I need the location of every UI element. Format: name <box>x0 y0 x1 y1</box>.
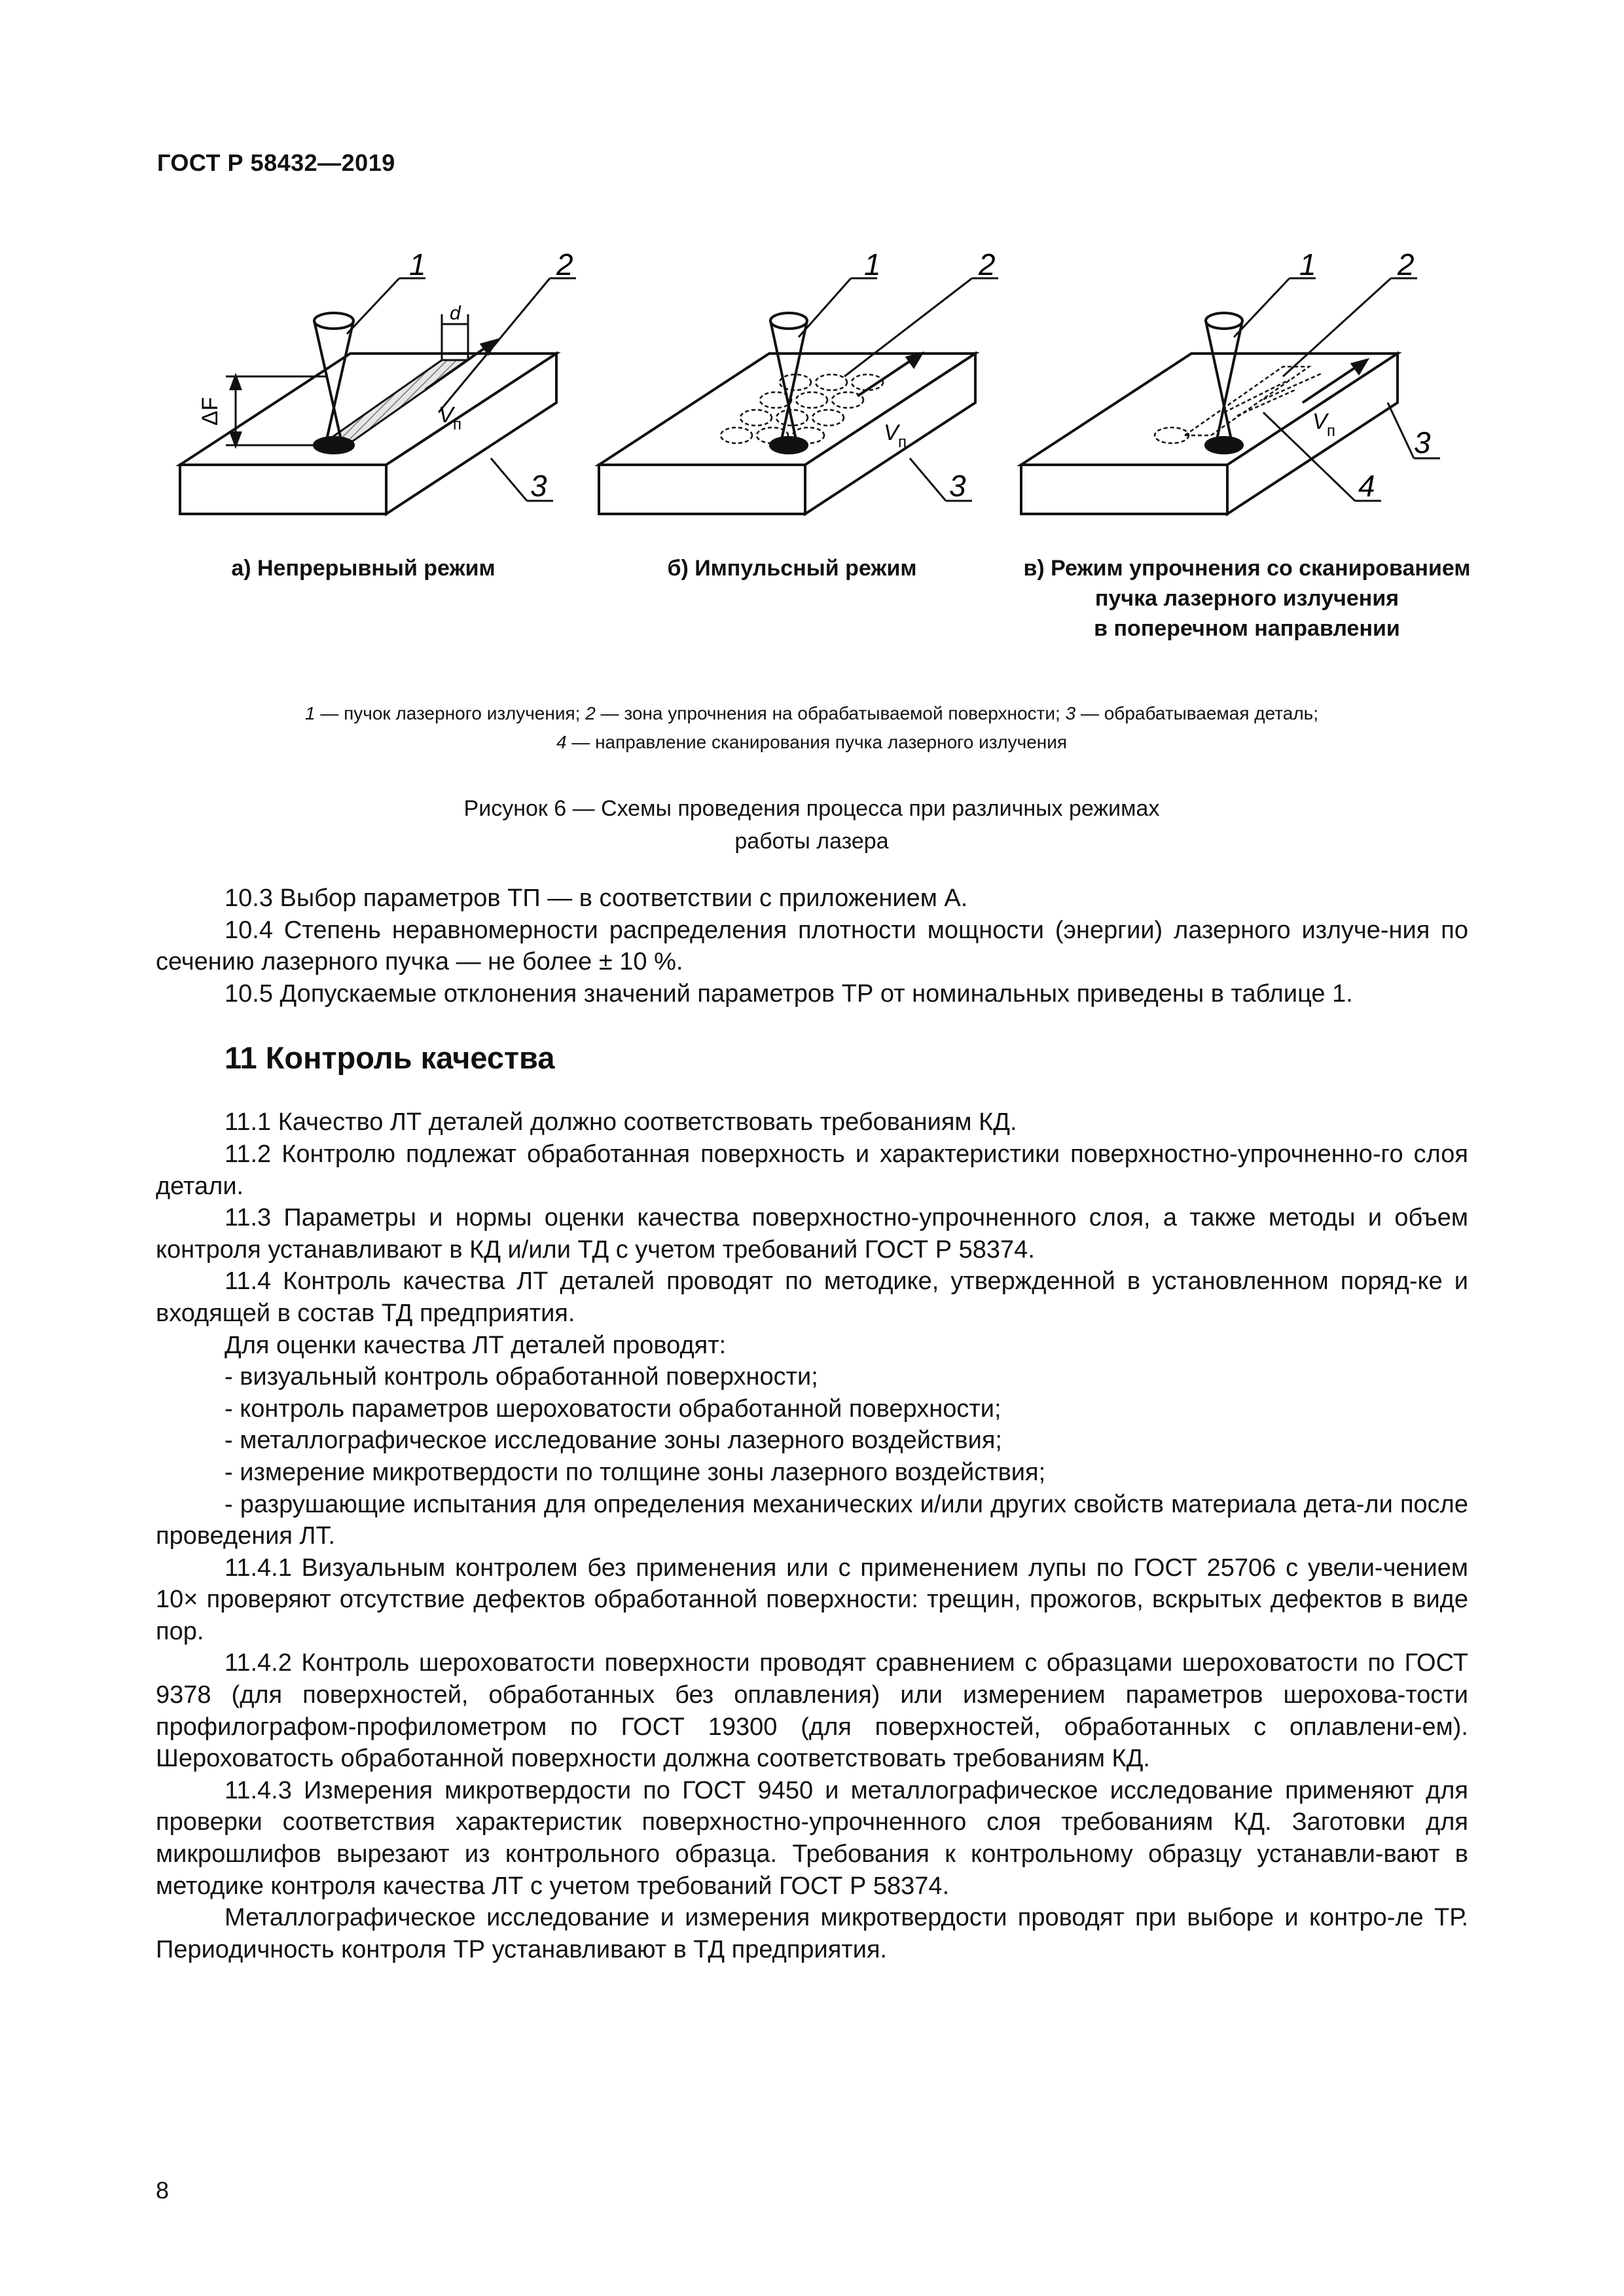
caption-a: а) Непрерывный режим <box>231 556 496 581</box>
label-3a: 3 <box>530 469 547 503</box>
paragraph-10-4: 10.4 Степень неравномерности распределения плотности мощности (энергии) лазерного излуче-ния по сечению лазерного пучка — не более ± 10 %. <box>156 916 1468 976</box>
label-1a: 1 <box>409 249 426 282</box>
section-11-title: 11 Контроль качества <box>225 1040 555 1076</box>
label-4c: 4 <box>1358 469 1375 503</box>
paragraph-11-1: 11.1 Качество ЛТ деталей должно соответствовать требованиям КД. <box>225 1108 1017 1137</box>
legend-text-2: — зона упрочнения на обрабатываемой поверхности; <box>595 703 1066 723</box>
label-2c: 2 <box>1398 249 1415 282</box>
paragraph-11-4: 11.4 Контроль качества ЛТ деталей проводят по методике, утвержденной в установленном поряд-ке и входящей в состав ТД предприятия. <box>156 1267 1468 1327</box>
figure-title-line-1: Рисунок 6 — Схемы проведения процесса при различных режимах <box>463 796 1160 821</box>
paragraph-11-4-3: 11.4.3 Измерения микротвердости по ГОСТ 9450 и металлографическое исследование применяют для проверки соответствия характеристик поверхностно-упрочненного слоя требованиям КД. Заготовки для микрошлифов вырезают из контрольного образца. Требования к контрольному образцу устанавли-вают в методике контроля качества ЛТ с учетом требований ГОСТ Р 58374. <box>156 1776 1468 1900</box>
legend-line-1 <box>157 699 1466 728</box>
legend-line-2 <box>157 728 1466 757</box>
paragraph-10-3: 10.3 Выбор параметров ТП — в соответствии с приложением А. <box>225 884 968 912</box>
legend-text-4: — направление сканирования пучка лазерного излучения <box>566 732 1068 752</box>
list-item: - разрушающие испытания для определения механических и/или других свойств материала дета-ли после проведения ЛТ. <box>156 1490 1468 1550</box>
figure-legend <box>157 699 1466 757</box>
label-3c: 3 <box>1414 426 1431 460</box>
paragraph-11-3: 11.3 Параметры и нормы оценки качества поверхностно-упрочненного слоя, а также методы и объем контроля устанавливают в КД и/или ТД с учетом требований ГОСТ Р 58374. <box>156 1204 1468 1264</box>
list-item: - измерение микротвердости по толщине зоны лазерного воздействия; <box>225 1458 1046 1486</box>
legend-num-1: 1 <box>304 703 316 723</box>
label-v-b: V <box>884 420 899 445</box>
paragraph-11-4-2: 11.4.2 Контроль шероховатости поверхности проводят сравнением с образцами шероховатости по ГОСТ 9378 (для поверхностей, обработанных без оплавления) или измерением параметров шерохова-тости профилографом-профилометром по ГОСТ 19300 (для поверхностей, обработанных с оплавлени-ем). Шероховатость обработанной поверхности должна соответствовать требованиям КД. <box>156 1649 1468 1773</box>
label-v-sub-a: п <box>453 416 461 433</box>
label-1c: 1 <box>1299 249 1316 282</box>
beam-spot-b <box>770 437 807 453</box>
document-header: ГОСТ Р 58432—2019 <box>157 149 395 176</box>
beam-spot-c <box>1206 437 1242 453</box>
label-delta-f: ΔF <box>198 397 223 426</box>
page-number: 8 <box>156 2177 170 2204</box>
caption-b: б) Импульсный режим <box>667 556 917 581</box>
caption-c-line-2: пучка лазерного излучения <box>1094 586 1399 611</box>
label-d: d <box>450 302 461 324</box>
legend-text-1: — пучок лазерного излучения; <box>315 703 586 723</box>
figure-6 <box>151 249 1492 655</box>
caption-c <box>1001 553 1492 644</box>
label-v-c: V <box>1312 409 1327 434</box>
label-3b: 3 <box>949 469 966 503</box>
list-item: - металлографическое исследование зоны лазерного воздействия; <box>225 1427 1002 1455</box>
label-v-a: V <box>439 403 454 428</box>
panel-b-drawing <box>599 278 998 514</box>
list-item: - визуальный контроль обработанной поверхности; <box>225 1363 818 1391</box>
legend-num-4: 4 <box>556 732 567 752</box>
label-2a: 2 <box>556 249 573 282</box>
paragraph-last: Металлографическое исследование и измерения микротвердости проводят при выборе и контро-ле ТР. Периодичность контроля ТР устанавливают в ТД предприятия. <box>156 1904 1468 1963</box>
paragraph-11-4-intro: Для оценки качества ЛТ деталей проводят: <box>225 1331 727 1359</box>
legend-text-3: — обрабатываемая деталь; <box>1075 703 1319 723</box>
label-2b: 2 <box>979 249 996 282</box>
paragraph-11-2: 11.2 Контролю подлежат обработанная поверхность и характеристики поверхностно-упрочненно-го слоя детали. <box>156 1140 1468 1200</box>
label-1b: 1 <box>864 249 881 282</box>
label-v-sub-c: п <box>1327 422 1335 440</box>
body-text <box>156 883 1468 1965</box>
caption-c-line-3: в поперечном направлении <box>1094 616 1400 641</box>
caption-c-line-1: в) Режим упрочнения со сканированием <box>1023 556 1471 581</box>
beam-spot <box>314 437 353 453</box>
paragraph-11-4-1: 11.4.1 Визуальным контролем без применения или с применением лупы по ГОСТ 25706 с увели-чением 10× проверяют отсутствие дефектов обработанной поверхности: трещин, прожогов, вскрытых дефектов в виде пор. <box>156 1554 1468 1645</box>
figure-title <box>157 792 1466 858</box>
label-v-sub-b: п <box>898 433 907 451</box>
panel-c-drawing <box>1021 278 1440 514</box>
panel-a-drawing <box>180 278 576 514</box>
figure-title-line-2: работы лазера <box>734 829 889 854</box>
legend-num-3: 3 <box>1065 703 1076 723</box>
legend-num-2: 2 <box>585 703 596 723</box>
paragraph-10-5: 10.5 Допускаемые отклонения значений параметров ТР от номинальных приведены в таблице 1. <box>225 979 1353 1008</box>
list-item: - контроль параметров шероховатости обработанной поверхности; <box>225 1394 1001 1423</box>
